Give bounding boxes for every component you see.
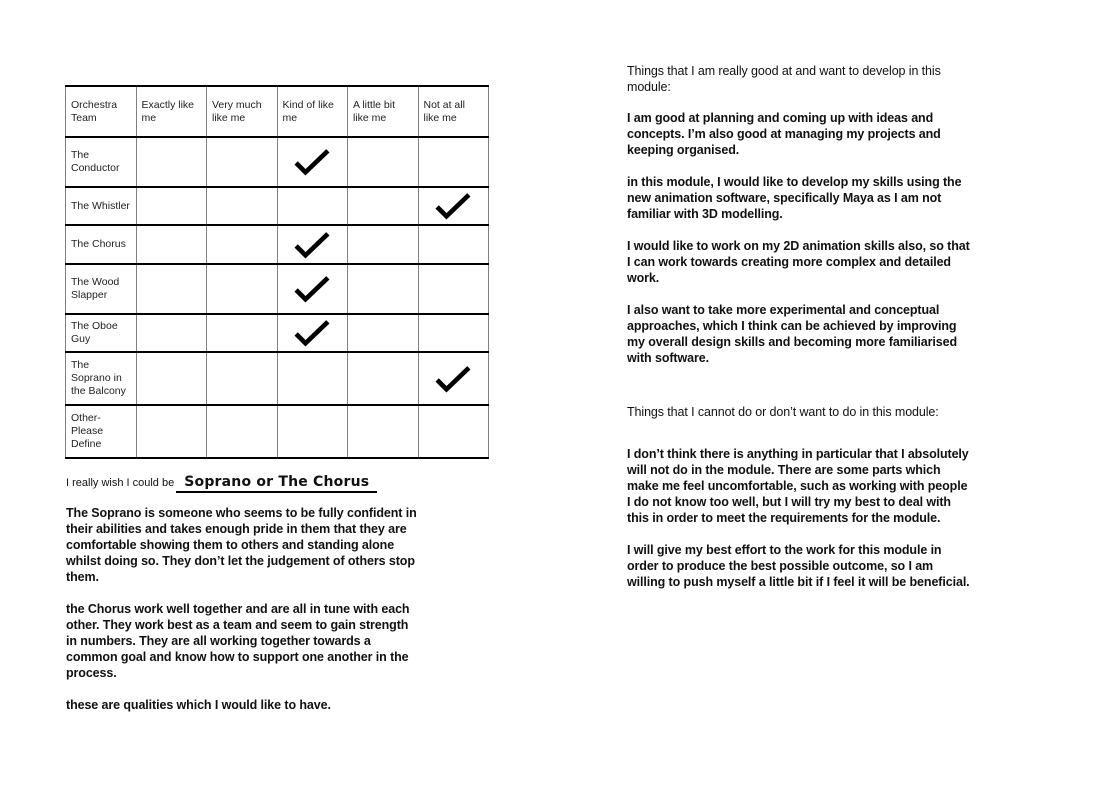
column-header: Exactly like me (136, 86, 207, 137)
row-label: The Whistler (66, 187, 137, 225)
answer-cell (418, 352, 489, 405)
answer-cell (348, 352, 419, 405)
check-icon (292, 319, 332, 347)
paragraph: I also want to take more experimental and conceptual approaches, which I think can be achieved by improving my overall design skills and becoming more familiarised with software. (627, 303, 958, 365)
row-label: The Soprano in the Balcony (66, 352, 137, 405)
check-icon (292, 148, 332, 176)
table-header-row (66, 86, 489, 137)
answer-cell (348, 225, 419, 264)
answer-cell (136, 137, 207, 187)
prompt-cannot-do: Things that I cannot do or don’t want to do in this module: (627, 405, 939, 419)
row-label: The Chorus (66, 225, 137, 264)
paragraph: I will give my best effort to the work for this module in order to produce the best possible outcome, so I am willing to push myself a little bit if I feel it will be beneficial. (627, 543, 970, 589)
table-row (66, 137, 489, 187)
table-row (66, 187, 489, 225)
answer-cell (277, 405, 348, 458)
answer-cell (418, 264, 489, 314)
left-column-paragraphs (66, 505, 418, 729)
table-row (66, 405, 489, 458)
answer-cell (277, 225, 348, 264)
answer-cell (136, 314, 207, 352)
answer-cell (418, 405, 489, 458)
good-at-paragraphs (627, 110, 972, 366)
row-label: The Wood Slapper (66, 264, 137, 314)
answer-cell (207, 264, 278, 314)
answer-cell (207, 405, 278, 458)
row-label: The Oboe Guy (66, 314, 137, 352)
answer-cell (348, 405, 419, 458)
answer-cell (348, 314, 419, 352)
paragraph: I would like to work on my 2D animation skills also, so that I can work towards creating more complex and detailed work. (627, 239, 970, 285)
table-row (66, 225, 489, 264)
answer-cell (348, 137, 419, 187)
answer-cell (277, 314, 348, 352)
check-icon (433, 365, 473, 393)
paragraph: these are qualities which I would like to have. (66, 698, 331, 712)
paragraph: the Chorus work well together and are all in tune with each other. They work best as a team and seem to gain strength in numbers. They are all working together towards a common goal and know how to support one another in the process. (66, 602, 410, 680)
column-header: Orchestra Team (66, 86, 137, 137)
check-icon (292, 275, 332, 303)
answer-cell (277, 187, 348, 225)
answer-cell (207, 187, 278, 225)
answer-cell (418, 187, 489, 225)
answer-cell (418, 225, 489, 264)
prompt-good-at: Things that I am really good at and want to develop in this module: (627, 64, 941, 94)
orchestra-table-body (66, 86, 489, 458)
column-header: A little bit like me (348, 86, 419, 137)
orchestra-self-assessment-table (65, 85, 489, 459)
answer-cell (277, 264, 348, 314)
table-row (66, 264, 489, 314)
answer-cell (136, 352, 207, 405)
answer-cell (136, 264, 207, 314)
paragraph: in this module, I would like to develop my skills using the new animation software, specifically Maya as I am not familiar with 3D modelling. (627, 175, 962, 221)
column-header: Kind of like me (277, 86, 348, 137)
table-row (66, 314, 489, 352)
answer-cell (348, 187, 419, 225)
paragraph: I am good at planning and coming up with ideas and concepts. I’m also good at managing my projects and keeping organised. (627, 111, 941, 157)
cannot-do-paragraphs (627, 446, 972, 590)
answer-cell (348, 264, 419, 314)
answer-cell (418, 314, 489, 352)
table-row (66, 352, 489, 405)
right-column (627, 63, 972, 606)
paragraph: The Soprano is someone who seems to be fully confident in their abilities and takes enough pride in them that they are comfortable showing them to others and standing alone whilst doing so. They don’t let the judgement of others stop them. (66, 506, 417, 584)
answer-cell (136, 187, 207, 225)
answer-cell (207, 225, 278, 264)
check-icon (433, 192, 473, 220)
wish-statement (66, 474, 377, 490)
check-icon (292, 231, 332, 259)
answer-cell (207, 137, 278, 187)
column-header: Very much like me (207, 86, 278, 137)
answer-cell (277, 137, 348, 187)
answer-cell (207, 352, 278, 405)
column-header: Not at all like me (418, 86, 489, 137)
answer-cell (207, 314, 278, 352)
wish-answer-underlined: Soprano or The Chorus (176, 474, 377, 493)
wish-prefix: I really wish I could be (66, 477, 175, 489)
answer-cell (136, 225, 207, 264)
answer-cell (136, 405, 207, 458)
row-label: The Conductor (66, 137, 137, 187)
answer-cell (277, 352, 348, 405)
row-label: Other- Please Define (66, 405, 137, 458)
answer-cell (418, 137, 489, 187)
paragraph: I don’t think there is anything in particular that I absolutely will not do in the module. There are some parts which make me feel uncomfortable, such as working with people I do not know too well, but I will try my best to deal with this in order to meet the requirements for the module. (627, 447, 969, 525)
